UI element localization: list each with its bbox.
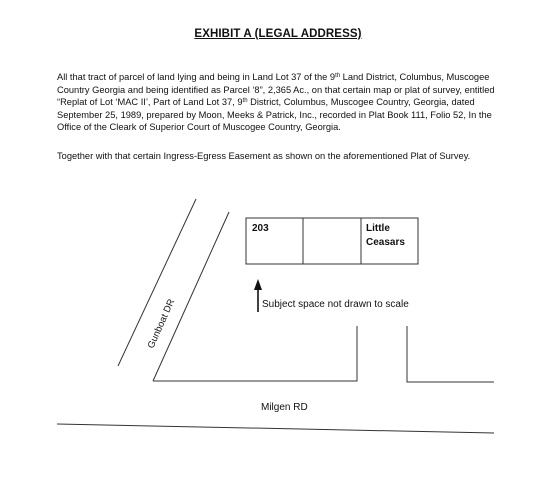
milgen-road-label: Milgen RD (261, 402, 308, 413)
easement-paragraph: Together with that certain Ingress-Egress Easement as shown on the aforementioned Plat of Survey. (57, 151, 471, 161)
exhibit-title: EXHIBIT A (LEGAL ADDRESS) (194, 28, 362, 40)
ordinal-suffix: th (242, 98, 248, 105)
milgen-road-lower-edge (57, 424, 494, 433)
scale-note: Subject space not drawn to scale (262, 299, 409, 310)
milgen-road-upper-edge (153, 326, 357, 381)
little-caesars-label-line2: Ceasars (366, 237, 405, 248)
legal-text-part-1: All that tract of parcel of land lying and being in Land Lot 37 of the 9 (57, 72, 336, 82)
ordinal-suffix: th (335, 73, 341, 79)
unit-203-label: 203 (252, 223, 269, 234)
legal-text-part-2: Land District, Columbus, Muscogee Country Georgia and being identified as Parcel ‘8”, 2,365 Ac., on that certain map or plat of survey, entitled “Replat of Lot ‘MAC II’, Part of Land Lot 37, 9 (57, 72, 495, 108)
legal-text-part-3: District, Columbus, Muscogee Country, Georgia, dated September 25, 1989, prepared by Moon, Meeks & Patrick, Inc., recorded in Plat Book 111, Folio 52, In the Office of the Cleark of Superior Court of Muscogee Country, Georgia. (57, 97, 492, 133)
gunboat-road-label: Gunboat DR (145, 297, 178, 351)
pointer-arrow-head (254, 279, 262, 290)
gunboat-road-right-edge (153, 212, 229, 381)
driveway-edge (407, 326, 494, 382)
little-caesars-label-line1: Little (366, 223, 390, 234)
